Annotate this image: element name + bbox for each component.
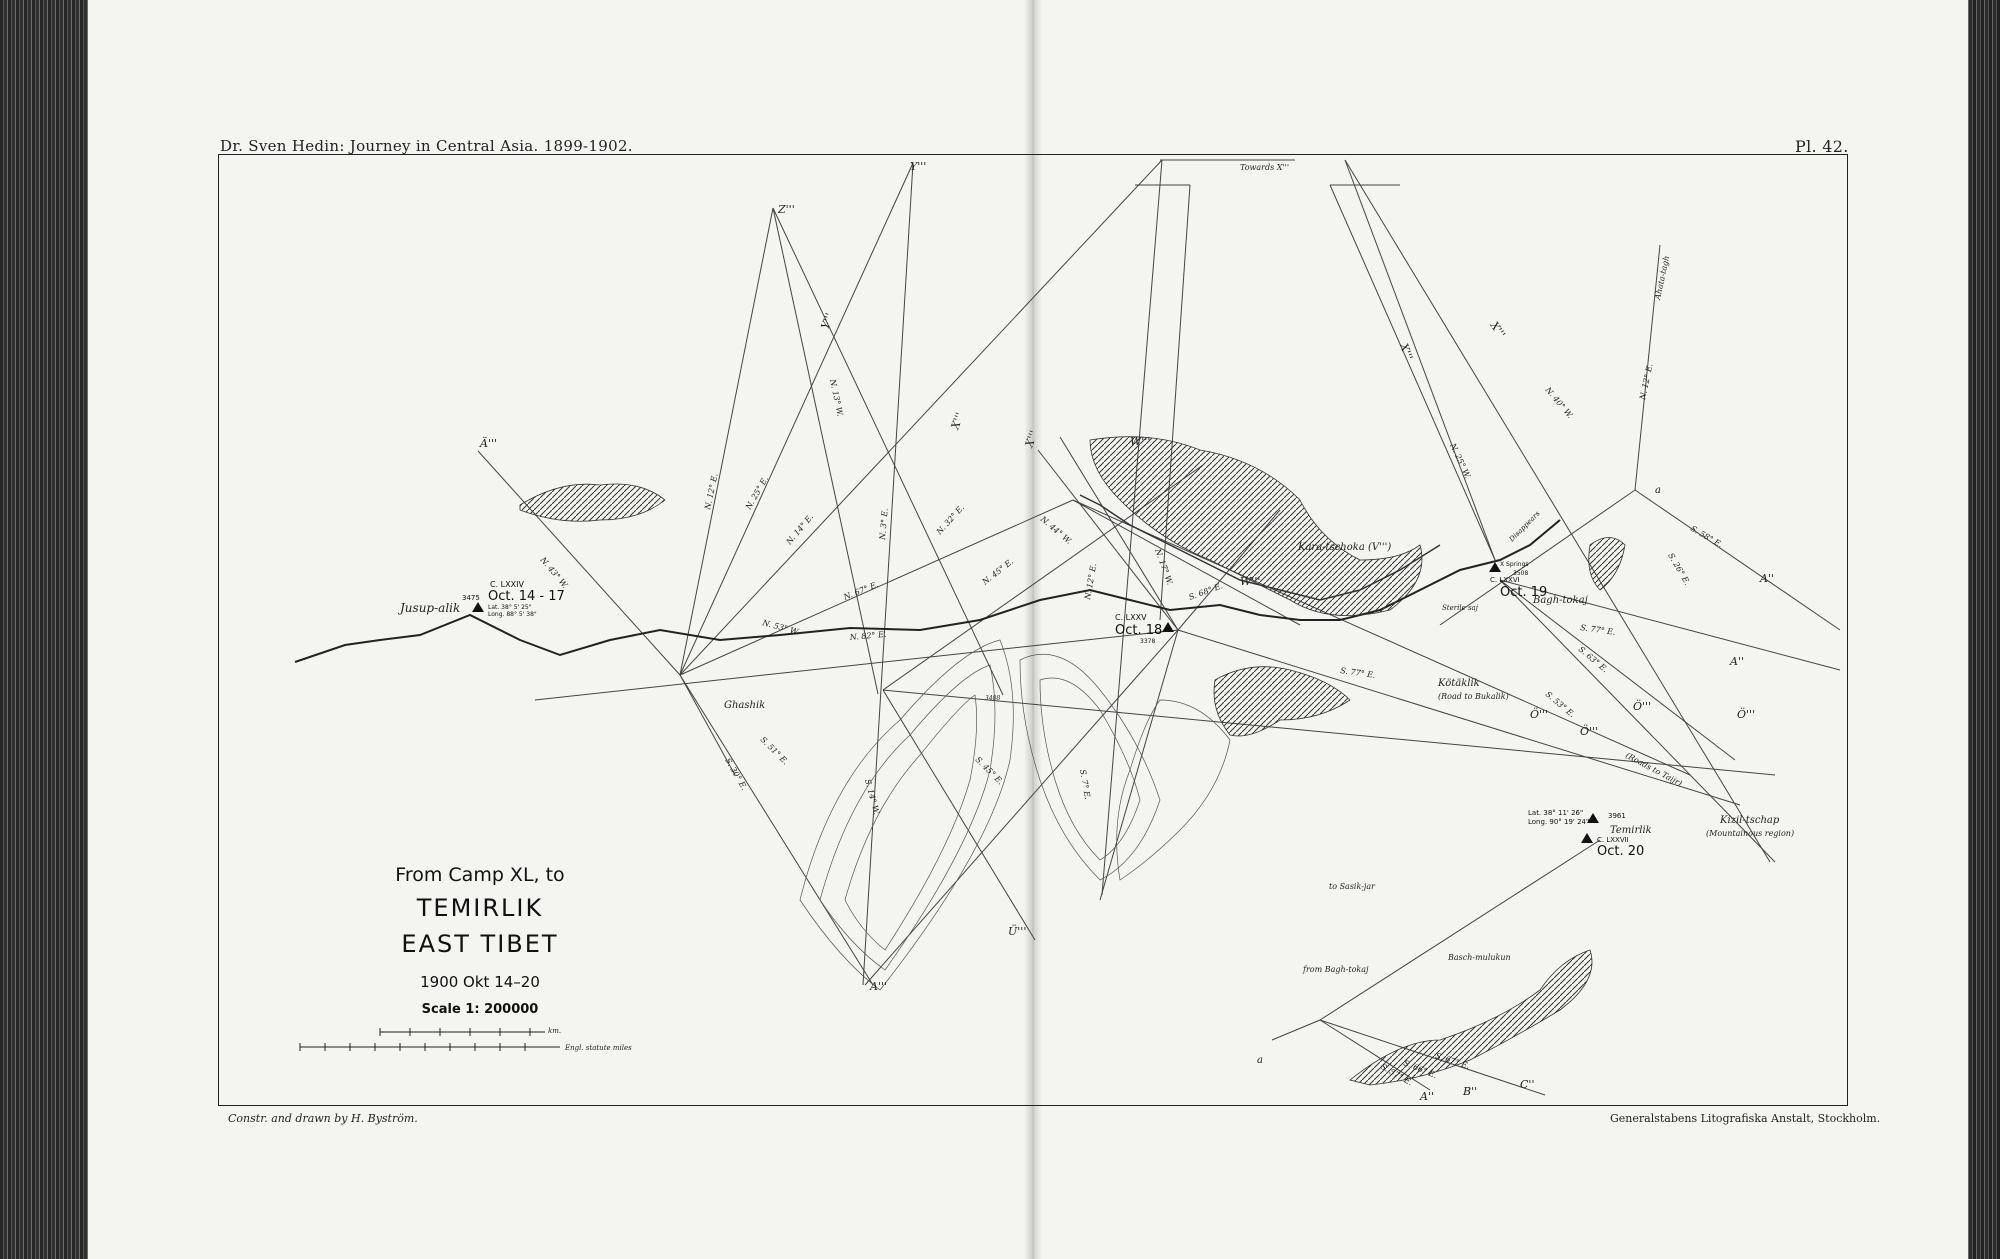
bearing-1: N. 12° E. <box>703 472 720 511</box>
bearing-10: N. 43° W. <box>538 555 570 591</box>
c74-alt: 3475 <box>462 594 480 602</box>
map-date: 1900 Okt 14–20 <box>420 973 540 991</box>
station-a-right: A'' <box>1760 572 1774 585</box>
footer-credit: Constr. and drawn by H. Byström. <box>228 1112 418 1125</box>
c77-label: C. LXXVII <box>1597 836 1629 844</box>
station-c: C'' <box>1520 1078 1535 1091</box>
c76-springs: X Springs <box>1500 561 1529 568</box>
bearing-15: S. 68° E. <box>1187 581 1224 602</box>
station-o4: Ö''' <box>1737 708 1756 721</box>
camp-c75-marker <box>1162 622 1174 632</box>
header-title: Dr. Sven Hedin: Journey in Central Asia. 1899-1902. <box>220 137 633 155</box>
place-kara-tschoka: Kara-tschoka (V''') <box>1298 542 1392 553</box>
bearing-25: S. 51° E. <box>758 735 790 767</box>
camp-c77-b-marker <box>1581 833 1593 843</box>
bearing-12: N. 44° W. <box>1038 514 1074 546</box>
bearing-13: N. 12° E. <box>1083 562 1099 601</box>
bearing-3: N. 14° E. <box>784 512 816 547</box>
place-kizil-sub: (Mountainous region) <box>1706 829 1795 838</box>
bearing-14: N. 17° W. <box>1153 547 1175 587</box>
footer-publisher: Generalstabens Litografiska Anstalt, Stockholm. <box>1610 1112 1881 1125</box>
c75-alt: 3378 <box>1140 638 1156 645</box>
camp-c74-marker <box>472 602 484 612</box>
bearing-30: S. 67° E. <box>1434 1051 1471 1071</box>
station-y-mid: Y''' <box>818 311 837 332</box>
c75-date: Oct. 18 <box>1115 623 1163 638</box>
bearing-5: N. 3° E. <box>878 507 890 541</box>
bearing-2: N. 25° E. <box>743 474 771 511</box>
place-point-a: a <box>1655 485 1661 496</box>
place-from-bagh: from Bagh-tokaj <box>1303 965 1369 974</box>
place-roads-taijr: (Roads to Taijr) <box>1624 750 1684 789</box>
bearing-28: S. 45° E. <box>973 755 1005 787</box>
c74-long: Long. 88° 5' 38" <box>488 611 537 618</box>
bearing-11: N. 13° W. <box>828 378 845 418</box>
station-u: Ü''' <box>1008 925 1027 938</box>
station-b: B'' <box>1463 1085 1478 1098</box>
station-a-right2: A'' <box>1730 655 1744 668</box>
station-y-top: Y''' <box>910 160 927 173</box>
bearing-26: S. 30° E. <box>723 756 749 792</box>
bearing-31: S. 66° E. <box>1402 1058 1439 1081</box>
c74-lat: Lat. 38° 5' 25" <box>488 604 532 611</box>
place-basch-muluhun: Basch-mulukun <box>1448 953 1511 962</box>
scale-unit-km: km. <box>548 1027 562 1035</box>
bearing-22: S. 77° E. <box>1339 666 1377 680</box>
place-kotaklik: Kötäklik <box>1438 678 1480 689</box>
place-sterile-saj: Sterile saj <box>1442 604 1478 612</box>
camp-markers <box>472 562 1599 843</box>
station-o1: Ö''' <box>1530 708 1549 721</box>
bearing-24: S. 53° E. <box>1543 689 1577 720</box>
c76-date: Oct. 19 <box>1500 585 1548 600</box>
scale-unit-miles: Engl. statute miles <box>565 1044 632 1052</box>
c74-date: Oct. 14 - 17 <box>488 589 565 604</box>
bearing-21: S. 77° E. <box>1579 623 1617 637</box>
station-aa: A''' <box>870 980 888 993</box>
place-jusup-alik: Jusup-alik <box>400 601 461 615</box>
mountains <box>520 437 1625 1088</box>
map-title-line3: EAST TIBET <box>401 930 559 958</box>
scale-bar <box>300 1028 560 1051</box>
station-x-mid: X''' <box>948 410 967 432</box>
bearing-4: N. 67° E. <box>842 579 880 602</box>
c77-long: Long. 90° 19' 24" <box>1528 818 1590 826</box>
place-towards: Towards X''' <box>1240 163 1290 172</box>
place-disappears: Disappears <box>1507 509 1542 544</box>
bearing-6: N. 32° E. <box>934 503 967 537</box>
bearing-16: N. 25° W. <box>1448 442 1473 480</box>
c75-label: C. LXXV <box>1115 613 1147 622</box>
station-a-top: Ä''' <box>480 437 498 450</box>
station-w: W''' <box>1130 435 1151 448</box>
bearing-32: S. 57° E. <box>1379 1061 1415 1088</box>
bearing-20: S. 26° E. <box>1666 551 1692 587</box>
place-point-a2: a <box>1257 1055 1263 1066</box>
station-x-right: X''' <box>1397 341 1416 362</box>
place-bagh-tokaj: Bagh-tokaj <box>1533 595 1588 606</box>
c76-alt: 3508 <box>1513 570 1529 577</box>
bearing-29: S. 7° E. <box>1078 768 1093 801</box>
bearing-23: S. 63° E. <box>1576 644 1610 675</box>
bearing-27: S. 14° W. <box>863 778 882 816</box>
c76-label: C. LXXVI <box>1490 576 1520 584</box>
plate-number: Pl. 42. <box>1795 137 1849 156</box>
place-kotaklik-sub: (Road to Bukalik) <box>1438 692 1509 701</box>
station-x-left: X''' <box>1022 428 1041 450</box>
map-title-line2: TEMIRLIK <box>416 894 544 922</box>
station-x-far: X''' <box>1487 319 1508 341</box>
c77-alt: 3961 <box>1608 812 1626 820</box>
bearing-8: N. 53° W. <box>761 618 801 637</box>
station-o3: Ö''' <box>1633 700 1652 713</box>
bearing-9: N. 82° E. <box>849 629 887 642</box>
c77-date: Oct. 20 <box>1597 844 1645 859</box>
place-ghashik: Ghashik <box>724 700 766 711</box>
bearing-17: N. 40° W. <box>1543 385 1575 421</box>
bearing-18: N. 12° E. <box>1638 362 1655 401</box>
place-kizil-tschap: Kizil-tschap <box>1720 815 1780 826</box>
place-to-sasik: to Sasik-jar <box>1329 882 1375 891</box>
bearing-7: N. 45° E. <box>980 556 1016 587</box>
place-temirlik: Temirlik <box>1610 825 1652 836</box>
station-z: Z''' <box>778 203 795 216</box>
place-ahata-tagh: Ahata-tagh <box>1653 254 1672 301</box>
c77-lat: Lat. 38° 11' 26" <box>1528 809 1584 817</box>
map-title-line1: From Camp XL, to <box>395 864 565 886</box>
map-scale: Scale 1: 200000 <box>421 1002 539 1017</box>
place-peak-3488: 3488 <box>985 695 1001 702</box>
station-o2: Ö''' <box>1580 725 1599 738</box>
c74-label: C. LXXIV <box>490 580 524 589</box>
bearing-19: S. 58° E. <box>1689 523 1725 550</box>
station-w2: W''' <box>1240 575 1261 588</box>
station-a-bottom: A'' <box>1420 1090 1434 1103</box>
